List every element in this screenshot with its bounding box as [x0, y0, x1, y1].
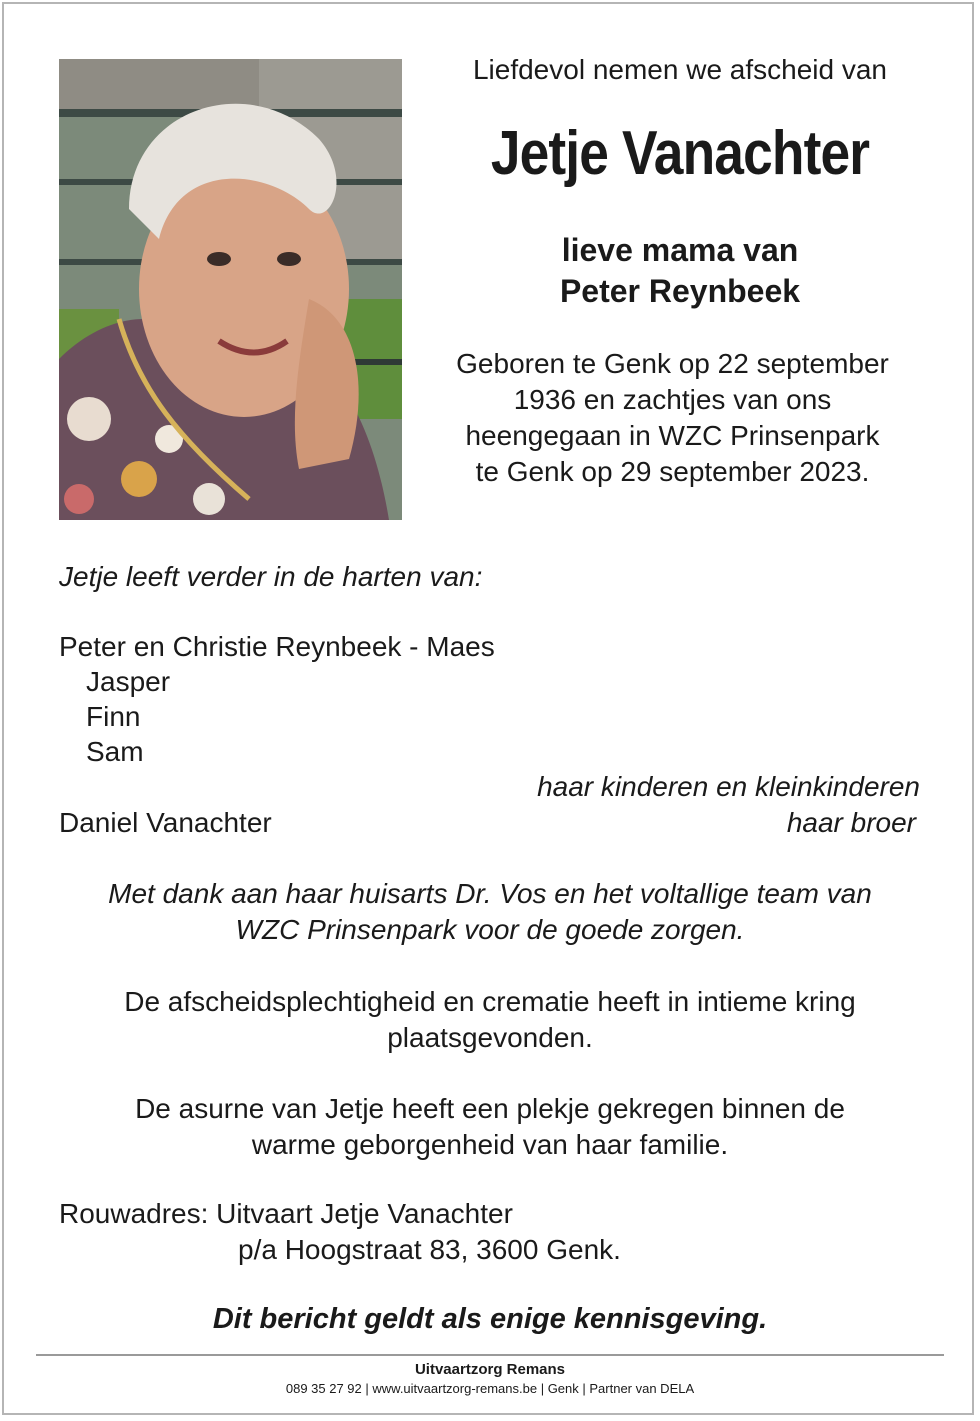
thanks-line: WZC Prinsenpark voor de goede zorgen. [235, 914, 745, 945]
relation-line: Peter Reynbeek [559, 273, 801, 309]
footer-divider [36, 1354, 944, 1356]
thanks-line: Met dank aan haar huisarts Dr. Vos en het voltallige team van [108, 878, 872, 909]
brother-name: Daniel Vanachter [59, 807, 272, 838]
grandchild-name: Finn [86, 701, 141, 732]
ceremony-block [40, 984, 940, 1056]
intro-text: Liefdevol nemen we afscheid van [472, 54, 888, 85]
footer-company: Uitvaartzorg Remans [414, 1361, 566, 1378]
thanks-block [40, 876, 940, 948]
birth-death-line: heengegaan in WZC Prinsenpark [465, 420, 880, 451]
birth-death-line: te Genk op 29 september 2023. [475, 456, 870, 487]
grandchild-name: Sam [86, 736, 144, 767]
ceremony-line: plaatsgevonden. [387, 1022, 593, 1053]
address-line-1: Rouwadres: Uitvaart Jetje Vanachter [59, 1198, 513, 1229]
birth-death-line: Geboren te Genk op 22 september [456, 348, 889, 379]
urn-block [40, 1091, 940, 1163]
urn-line: warme geborgenheid van haar familie. [251, 1129, 729, 1160]
birth-death-line: 1936 en zachtjes van ons [513, 384, 832, 415]
deceased-name: Jetje Vanachter [490, 119, 870, 188]
relation-line: lieve mama van [561, 232, 799, 268]
grandchild-name: Jasper [86, 666, 171, 697]
relation-block [420, 230, 940, 312]
urn-line: De asurne van Jetje heeft een plekje gekregen binnen de [135, 1093, 845, 1124]
closing-statement: Dit bericht geldt als enige kennisgeving. [212, 1303, 768, 1335]
address-line-2: p/a Hoogstraat 83, 3600 Genk. [238, 1234, 621, 1265]
relation-children: haar kinderen en kleinkinderen [537, 771, 920, 802]
birth-death-block [415, 346, 930, 490]
relation-brother: haar broer [786, 807, 916, 838]
ceremony-line: De afscheidsplechtigheid en crematie heeft in intieme kring [124, 986, 856, 1017]
portrait-photo [59, 59, 402, 520]
footer-contact: 089 35 27 92 | www.uitvaartzorg-remans.be | Genk | Partner van DELA [285, 1381, 695, 1396]
family-main: Peter en Christie Reynbeek - Maes [59, 631, 495, 662]
lives-on-heading: Jetje leeft verder in de harten van: [59, 561, 483, 592]
